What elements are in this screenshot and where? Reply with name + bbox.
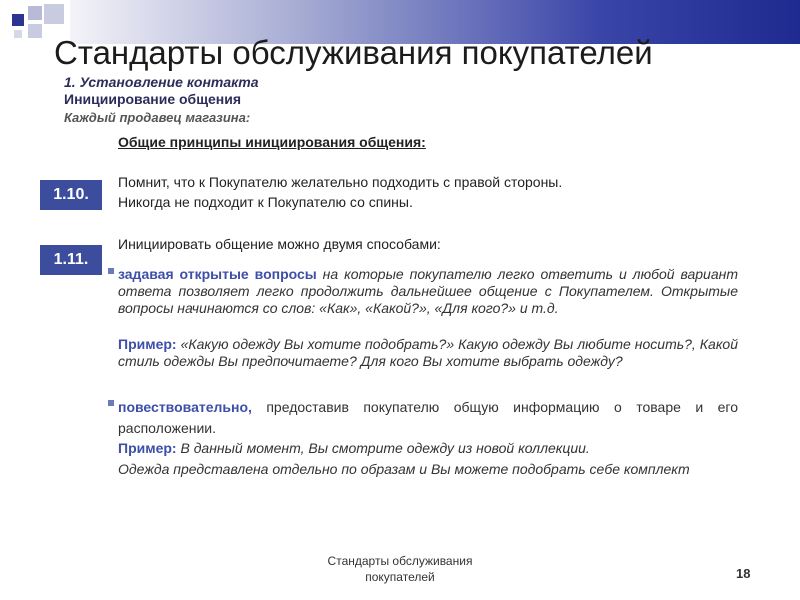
item-1-10-line-2: Никогда не подходит к Покупателю со спины. — [118, 194, 413, 210]
topic-subtitle: Инициирование общения — [64, 91, 242, 107]
method-2-example-label: Пример: — [118, 440, 177, 456]
method-2-example-more: Одежда представлена отдельно по образам и Вы можете подобрать себе комплект — [118, 461, 690, 477]
item-badge-1-11: 1.11. — [40, 245, 102, 275]
footer-line-1: Стандарты обслуживания — [327, 554, 473, 568]
section-subtitle: 1. Установление контакта — [64, 74, 259, 90]
method-1-example-label: Пример: — [118, 336, 177, 352]
method-1-description — [118, 266, 738, 317]
decorative-square — [12, 14, 24, 26]
page-number: 18 — [736, 566, 751, 581]
decorative-square — [14, 30, 22, 38]
slide-title: Стандарты обслуживания покупателей — [54, 34, 653, 71]
method-1-example-text: «Какую одежду Вы хотите подобрать?» Какую одежду Вы любите носить?, Какой стиль одежды Вы предпочитаете? Для кого Вы хотите выбрать одежду? — [118, 336, 738, 369]
bullet-icon — [108, 400, 114, 406]
method-2-example — [118, 440, 738, 457]
method-1-example — [118, 336, 738, 370]
method-1-lead: задавая открытые вопросы — [118, 266, 317, 282]
footer-line-2: покупателей — [365, 570, 435, 584]
method-2-text: предоставив покупателю общую информацию о товаре и его расположении. — [118, 399, 738, 436]
principles-heading: Общие принципы инициирования общения: — [118, 134, 426, 150]
item-1-10-line-1: Помнит, что к Покупателю желательно подходить с правой стороны. — [118, 174, 563, 190]
audience-subtitle: Каждый продавец магазина: — [64, 110, 251, 125]
method-2-description — [118, 397, 738, 439]
method-1-text: на которые покупателю легко ответить и любой вариант ответа позволяет легко продолжить дальнейшее общение с Покупателем. Открытые вопросы начинаются со слов: «Как», «Какой?», «Для кого?» и т.д. — [118, 266, 738, 316]
method-2-example-text: В данный момент, Вы смотрите одежду из новой коллекции. — [176, 440, 590, 456]
decorative-square — [44, 4, 64, 24]
item-1-11-intro: Инициировать общение можно двумя способами: — [118, 236, 441, 252]
item-badge-1-10: 1.10. — [40, 180, 102, 210]
method-2-lead: повествовательно, — [118, 399, 252, 415]
decorative-square — [28, 6, 42, 20]
bullet-icon — [108, 268, 114, 274]
decorative-square — [28, 24, 42, 38]
footer-text — [300, 553, 500, 585]
